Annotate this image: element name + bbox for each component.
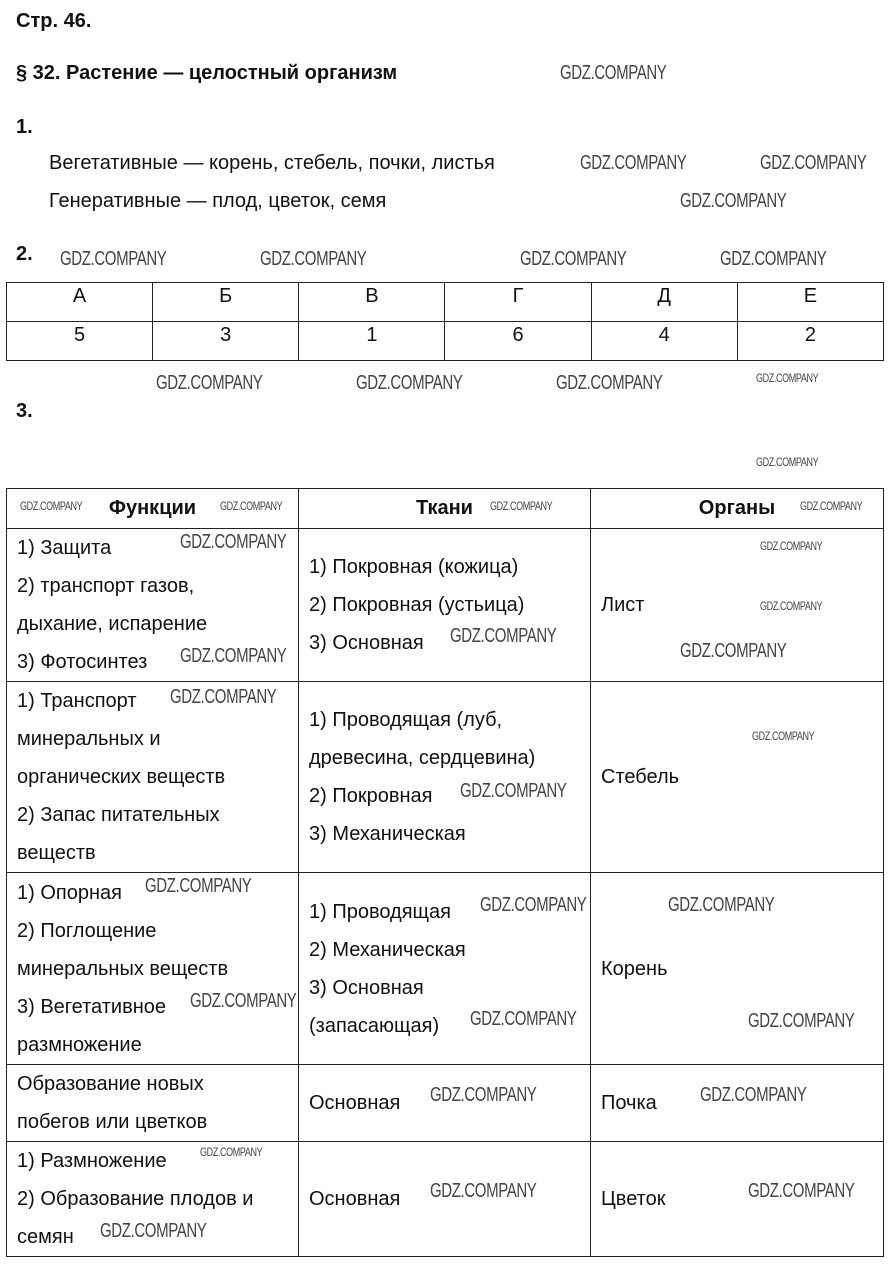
cell-line: 2) Образование плодов и <box>17 1188 254 1210</box>
answer-line: Генеративные — плод, цветок, семя <box>49 190 387 212</box>
watermark: GDZ.COMPANY <box>145 875 252 897</box>
answer-line: Вегетативные — корень, стебель, почки, листья <box>49 152 495 174</box>
watermark: GDZ.COMPANY <box>752 729 815 743</box>
header-cell: Г <box>445 283 591 322</box>
header-cell: А <box>7 283 153 322</box>
cell-line: 1) Покровная (кожица) <box>309 556 519 578</box>
cell-line: 3) Основная <box>309 976 424 999</box>
page-label: Стр. 46. <box>16 10 92 32</box>
organ-name: Корень <box>601 957 668 980</box>
cell-line: 1) Опорная <box>17 881 122 904</box>
tissues-cell <box>299 1065 591 1142</box>
question-2-number: 2. <box>16 243 33 265</box>
watermark: GDZ.COMPANY <box>760 539 823 553</box>
matching-table <box>6 282 884 361</box>
tissues-cell <box>299 873 591 1065</box>
tissues-cell <box>299 529 591 682</box>
watermark: GDZ.COMPANY <box>450 625 557 647</box>
watermark: GDZ.COMPANY <box>680 190 787 212</box>
cell-line: 3) Механическая <box>309 823 466 845</box>
value-cell: 1 <box>299 322 445 361</box>
cell-line: размножение <box>17 1033 142 1056</box>
cell-line: 2) Запас питательных <box>17 804 220 826</box>
header-functions: Функции <box>7 489 299 529</box>
tissues-cell <box>299 1142 591 1257</box>
watermark: GDZ.COMPANY <box>430 1084 537 1106</box>
tissues-cell <box>299 682 591 873</box>
cell-line: семян <box>17 1226 74 1248</box>
watermark: GDZ.COMPANY <box>260 248 367 270</box>
value-row <box>7 322 884 361</box>
watermark: GDZ.COMPANY <box>680 640 787 662</box>
watermark: GDZ.COMPANY <box>200 1145 263 1159</box>
watermark: GDZ.COMPANY <box>356 372 463 394</box>
cell-line: побегов или цветков <box>17 1111 208 1133</box>
watermark: GDZ.COMPANY <box>760 599 823 613</box>
organ-cell <box>591 529 884 682</box>
cell-line: 2) Механическая <box>309 938 466 961</box>
watermark: GDZ.COMPANY <box>180 645 287 667</box>
watermark: GDZ.COMPANY <box>430 1180 537 1202</box>
organ-cell <box>591 1065 884 1142</box>
header-cell: Д <box>591 283 737 322</box>
organ-name: Стебель <box>601 766 680 788</box>
value-cell: 5 <box>7 322 153 361</box>
header-tissues: Ткани <box>299 489 591 529</box>
cell-line: веществ <box>17 842 96 864</box>
watermark: GDZ.COMPANY <box>60 248 167 270</box>
header-row <box>7 283 884 322</box>
cell-line: 1) Размножение <box>17 1150 167 1172</box>
watermark: GDZ.COMPANY <box>800 499 863 513</box>
cell-line: минеральных веществ <box>17 957 229 980</box>
value-cell: 2 <box>737 322 883 361</box>
cell-line: (запасающая) <box>309 1014 440 1037</box>
functions-cell <box>7 1142 299 1257</box>
watermark: GDZ.COMPANY <box>480 894 587 916</box>
cell-line: Основная <box>309 1092 401 1114</box>
functions-cell <box>7 529 299 682</box>
watermark: GDZ.COMPANY <box>460 780 567 802</box>
cell-line: Образование новых <box>17 1073 204 1095</box>
header-cell: Е <box>737 283 883 322</box>
cell-line: 3) Фотосинтез <box>17 651 148 673</box>
cell-line: древесина, сердцевина) <box>309 747 536 769</box>
watermark: GDZ.COMPANY <box>220 499 283 513</box>
section-title: § 32. Растение — целостный организм <box>16 62 398 84</box>
value-cell: 4 <box>591 322 737 361</box>
cell-line: дыхание, испарение <box>17 613 208 635</box>
header-cell: В <box>299 283 445 322</box>
functions-cell <box>7 1065 299 1142</box>
cell-line: 2) Покровная (устьица) <box>309 594 525 616</box>
question-3-number: 3. <box>16 400 33 422</box>
watermark: GDZ.COMPANY <box>560 62 667 84</box>
organ-cell <box>591 873 884 1065</box>
watermark: GDZ.COMPANY <box>580 152 687 174</box>
cell-line: минеральных и <box>17 728 161 750</box>
watermark: GDZ.COMPANY <box>700 1084 807 1106</box>
functions-cell <box>7 682 299 873</box>
table-row <box>7 1065 884 1142</box>
cell-line: 1) Проводящая <box>309 900 451 923</box>
functions-cell <box>7 873 299 1065</box>
organ-cell <box>591 682 884 873</box>
watermark: GDZ.COMPANY <box>748 1010 855 1032</box>
question-1-number: 1. <box>16 116 33 138</box>
watermark: GDZ.COMPANY <box>190 990 297 1012</box>
watermark: GDZ.COMPANY <box>748 1180 855 1202</box>
cell-line: 2) Поглощение <box>17 919 157 942</box>
cell-line: Основная <box>309 1188 401 1210</box>
table-row <box>7 1142 884 1257</box>
table-row <box>7 529 884 682</box>
header-cell: Б <box>153 283 299 322</box>
value-cell: 3 <box>153 322 299 361</box>
watermark: GDZ.COMPANY <box>180 531 287 553</box>
cell-line: 2) транспорт газов, <box>17 575 195 597</box>
watermark: GDZ.COMPANY <box>556 372 663 394</box>
watermark: GDZ.COMPANY <box>470 1008 577 1030</box>
cell-line: 3) Основная <box>309 632 424 654</box>
organ-name: Почка <box>601 1092 657 1114</box>
header-organs: Органы <box>591 489 884 529</box>
watermark: GDZ.COMPANY <box>100 1220 207 1242</box>
cell-line: 2) Покровная <box>309 785 433 807</box>
watermark: GDZ.COMPANY <box>490 499 553 513</box>
cell-line: 1) Проводящая (луб, <box>309 709 503 731</box>
watermark: GDZ.COMPANY <box>156 372 263 394</box>
watermark: GDZ.COMPANY <box>756 455 819 469</box>
header-row <box>7 489 884 529</box>
cell-line: 1) Защита <box>17 537 112 559</box>
watermark: GDZ.COMPANY <box>520 248 627 270</box>
watermark: GDZ.COMPANY <box>756 371 819 385</box>
cell-line: 1) Транспорт <box>17 690 137 712</box>
organs-table-body <box>7 529 884 1257</box>
watermark: GDZ.COMPANY <box>760 152 867 174</box>
organ-name: Цветок <box>601 1188 666 1210</box>
organ-cell <box>591 1142 884 1257</box>
watermark: GDZ.COMPANY <box>20 499 83 513</box>
watermark: GDZ.COMPANY <box>668 894 775 916</box>
cell-line: органических веществ <box>17 766 226 788</box>
table-row <box>7 873 884 1065</box>
cell-line: 3) Вегетативное <box>17 995 166 1018</box>
organs-table <box>6 488 884 1257</box>
watermark: GDZ.COMPANY <box>720 248 827 270</box>
value-cell: 6 <box>445 322 591 361</box>
watermark: GDZ.COMPANY <box>170 686 277 708</box>
organ-name: Лист <box>601 594 645 616</box>
table-row <box>7 682 884 873</box>
